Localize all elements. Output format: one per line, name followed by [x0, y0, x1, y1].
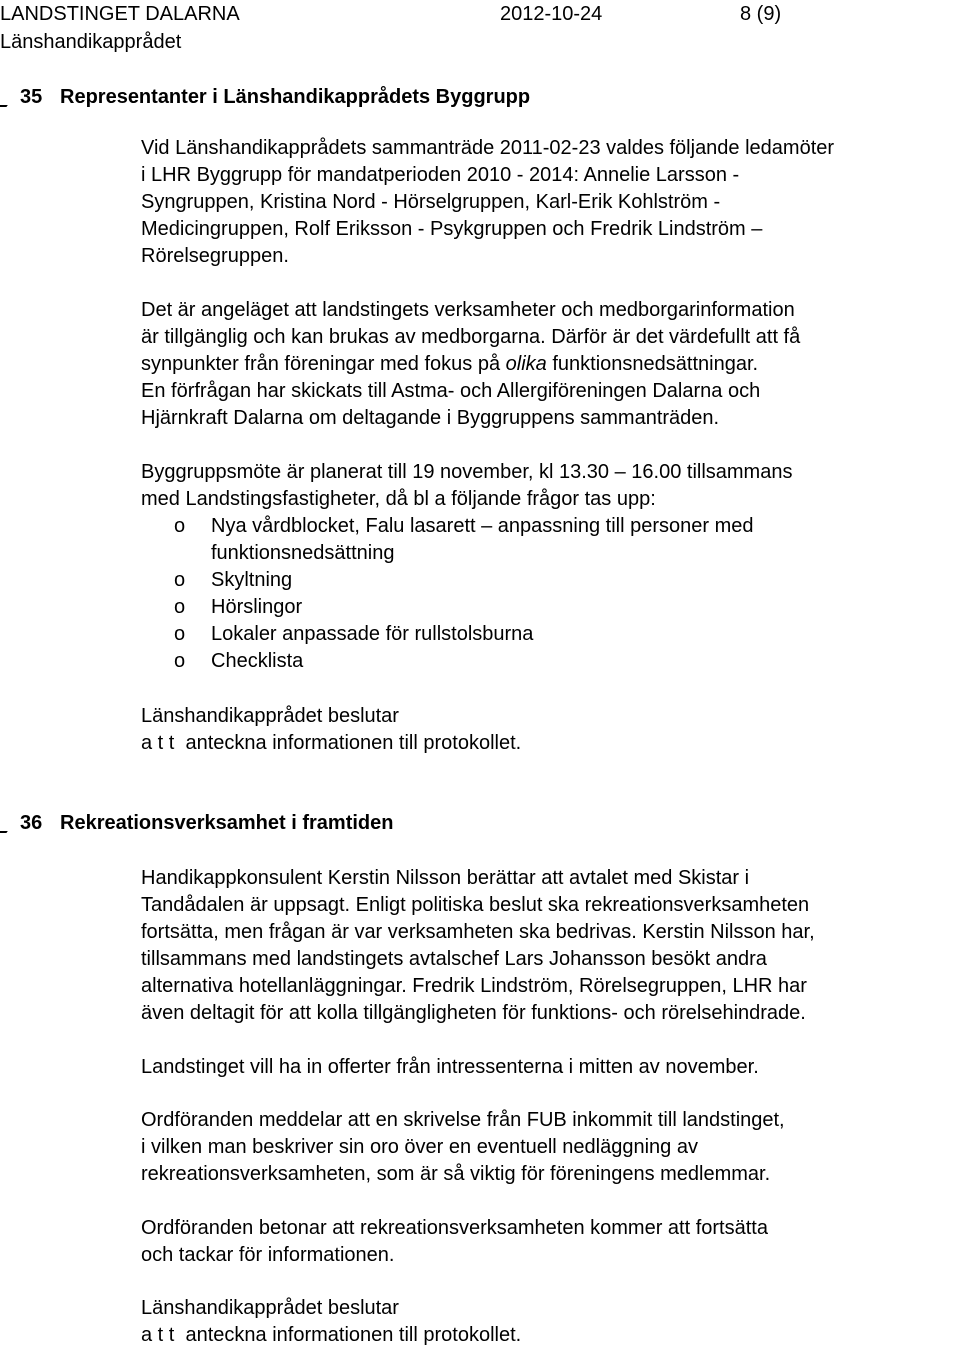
section-35-decision	[141, 703, 941, 757]
text-line: även deltagit för att kolla tillgängligheten för funktions- och rörelsehindrade.	[141, 1002, 806, 1024]
text-span: synpunkter från föreningar med fokus på	[141, 353, 506, 375]
section-36-heading	[0, 810, 393, 836]
bullet-marker: o	[174, 623, 186, 645]
section-36-paragraph-1	[141, 865, 941, 1027]
section-36-paragraph-3	[141, 1107, 941, 1188]
bullet-marker: o	[174, 515, 186, 537]
section-35-paragraph-3	[141, 459, 941, 513]
text-line: Rörelsegruppen.	[141, 245, 289, 267]
text-line: i vilken man beskriver sin oro över en eventuell nedläggning av	[141, 1136, 698, 1158]
decision-text: a t t anteckna informationen till protokollet.	[141, 1324, 522, 1346]
text-line: En förfrågan har skickats till Astma- och Allergiföreningen Dalarna och	[141, 380, 761, 402]
text-line: rekreationsverksamheten, som är så viktig för föreningens medlemmar.	[141, 1163, 771, 1185]
header-date: 2012-10-24	[500, 3, 603, 25]
section-35-paragraph-2	[141, 297, 941, 432]
section-number: 35	[20, 86, 43, 108]
bullet-marker: o	[174, 650, 186, 672]
section-35-heading	[0, 84, 530, 110]
section-35-paragraph-1	[141, 135, 941, 270]
section-36-decision	[141, 1295, 941, 1349]
header-org: LANDSTINGET DALARNA	[0, 3, 240, 25]
section-title: Rekreationsverksamhet i framtiden	[60, 812, 394, 834]
text-line	[141, 351, 941, 378]
list-item-text: Skyltning	[211, 569, 293, 591]
header-department: Länshandikapprådet	[0, 31, 182, 53]
text-line: Syngruppen, Kristina Nord - Hörselgruppen, Karl-Erik Kohlström -	[141, 191, 721, 213]
text-line: fortsätta, men frågan är var verksamheten ska bedrivas. Kerstin Nilsson har,	[141, 921, 815, 943]
text-line: är tillgänglig och kan brukas av medborgarna. Därför är det värdefullt att få	[141, 326, 801, 348]
text-line: Hjärnkraft Dalarna om deltagande i Byggruppens sammanträden.	[141, 407, 720, 429]
text-line: Handikappkonsulent Kerstin Nilsson berättar att avtalet med Skistar i	[141, 867, 750, 889]
text-line: Byggruppsmöte är planerat till 19 november, kl 13.30 – 16.00 tillsammans	[141, 461, 793, 483]
list-item-text: funktionsnedsättning	[211, 542, 395, 564]
text-line: Ordföranden betonar att rekreationsverksamheten kommer att fortsätta	[141, 1217, 768, 1239]
bullet-marker: o	[174, 596, 186, 618]
decision-heading: Länshandikapprådet beslutar	[141, 1297, 399, 1319]
text-span: funktionsnedsättningar.	[546, 353, 759, 375]
text-line: i LHR Byggrupp för mandatperioden 2010 - 2014: Annelie Larsson -	[141, 164, 740, 186]
section-mark-icon	[0, 91, 18, 107]
text-line: Ordföranden meddelar att en skrivelse från FUB inkommit till landstinget,	[141, 1109, 785, 1131]
text-line: alternativa hotellanläggningar. Fredrik Lindström, Rörelsegruppen, LHR har	[141, 975, 807, 997]
text-line: tillsammans med landstingets avtalschef Lars Johansson besökt andra	[141, 948, 767, 970]
emphasis-text: olika	[505, 353, 547, 375]
list-item-text: Checklista	[211, 650, 304, 672]
bullet-marker: o	[174, 569, 186, 591]
section-number: 36	[20, 812, 43, 834]
text-line: Vid Länshandikapprådets sammanträde 2011-02-23 valdes följande ledamöter	[141, 137, 835, 159]
section-36-paragraph-2	[141, 1054, 941, 1081]
text-line: Medicingruppen, Rolf Eriksson - Psykgruppen och Fredrik Lindström –	[141, 218, 763, 240]
header-page-number: 8 (9)	[740, 3, 782, 25]
list-item-text: Lokaler anpassade för rullstolsburna	[211, 623, 534, 645]
list-item-text: Nya vårdblocket, Falu lasarett – anpassning till personer med	[211, 515, 754, 537]
text-line: Tandådalen är uppsagt. Enligt politiska beslut ska rekreationsverksamheten	[141, 894, 810, 916]
decision-heading: Länshandikapprådet beslutar	[141, 705, 399, 727]
section-mark-icon	[0, 817, 18, 833]
section-title: Representanter i Länshandikapprådets Byggrupp	[60, 86, 531, 108]
section-36-paragraph-4	[141, 1215, 941, 1269]
text-line: Landstinget vill ha in offerter från intressenterna i mitten av november.	[141, 1056, 759, 1078]
decision-text: a t t anteckna informationen till protokollet.	[141, 732, 522, 754]
text-line: Det är angeläget att landstingets verksamheter och medborgarinformation	[141, 299, 795, 321]
list-item-text: Hörslingor	[211, 596, 303, 618]
text-line: och tackar för informationen.	[141, 1244, 395, 1266]
text-line: med Landstingsfastigheter, då bl a följande frågor tas upp:	[141, 488, 656, 510]
